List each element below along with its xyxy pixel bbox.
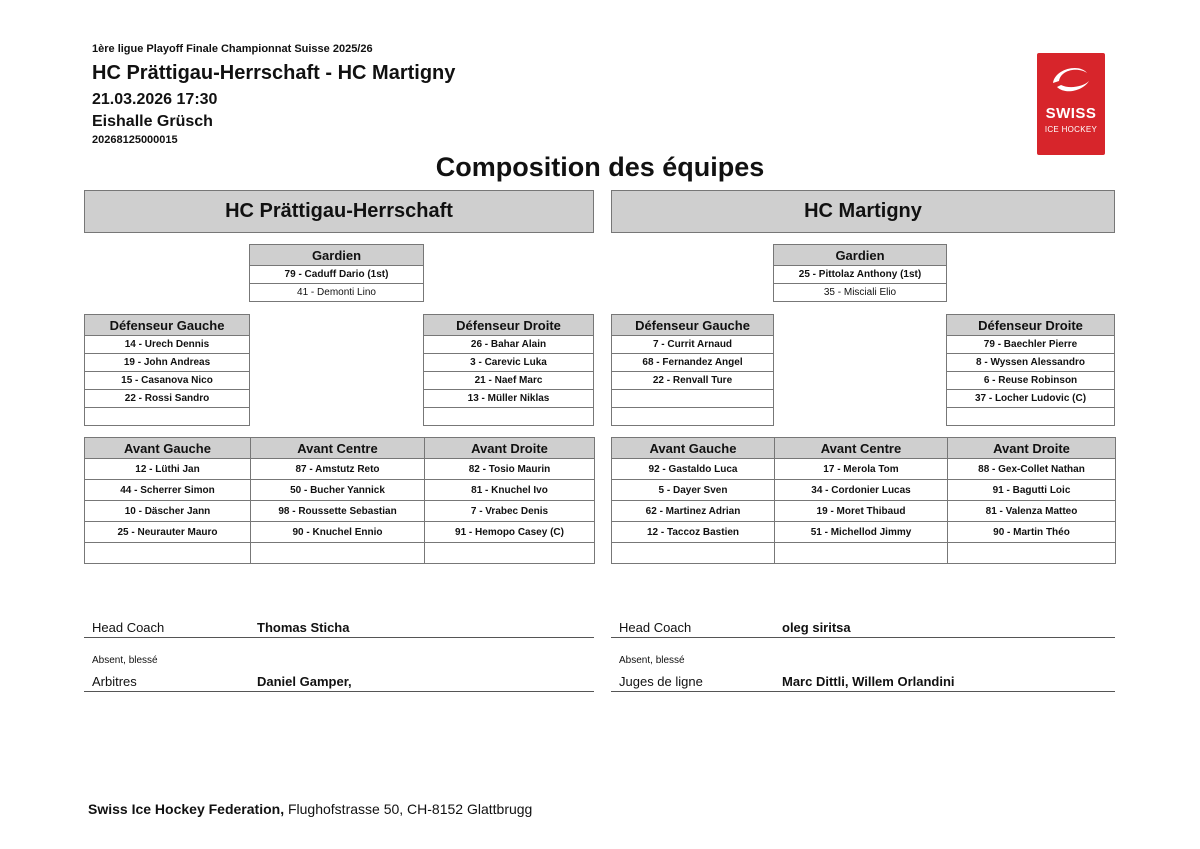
def-left-header: Défenseur Gauche: [612, 315, 774, 336]
player-cell: [85, 543, 251, 564]
away-head-coach-row: [611, 618, 1115, 638]
player-cell: 81 - Knuchel Ivo: [425, 480, 595, 501]
linesmen-names: Marc Dittli, Willem Orlandini: [782, 674, 955, 689]
away-absent-label: Absent, blessé: [619, 655, 685, 666]
fwd-center-header: Avant Centre: [775, 438, 948, 459]
home-head-coach-name: Thomas Sticha: [257, 620, 350, 635]
player-cell: 50 - Bucher Yannick: [251, 480, 425, 501]
player-cell: 92 - Gastaldo Luca: [612, 459, 775, 480]
player-cell: 22 - Rossi Sandro: [85, 390, 250, 408]
player-cell: [251, 543, 425, 564]
head-coach-label: Head Coach: [619, 620, 692, 635]
goalie-cell: 79 - Caduff Dario (1st): [250, 266, 424, 284]
away-forwards-table: [611, 437, 1116, 564]
footer-address-text: Flughofstrasse 50, CH-8152 Glattbrugg: [284, 801, 533, 817]
page-title: Composition des équipes: [435, 152, 765, 182]
player-cell: 51 - Michellod Jimmy: [775, 522, 948, 543]
def-right-header: Défenseur Droite: [947, 315, 1115, 336]
swiss-ice-hockey-logo: [1037, 53, 1105, 155]
player-cell: 12 - Taccoz Bastien: [612, 522, 775, 543]
player-cell: 26 - Bahar Alain: [424, 336, 594, 354]
player-cell: 25 - Neurauter Mauro: [85, 522, 251, 543]
away-linesmen-row: [611, 672, 1115, 692]
fwd-right-header: Avant Droite: [425, 438, 595, 459]
fwd-left-header: Avant Gauche: [85, 438, 251, 459]
away-def-right-table: [946, 314, 1115, 426]
player-cell: 12 - Lüthi Jan: [85, 459, 251, 480]
goalie-cell: 35 - Misciali Elio: [774, 284, 947, 302]
player-cell: [85, 408, 250, 426]
player-cell: 15 - Casanova Nico: [85, 372, 250, 390]
player-cell: 91 - Bagutti Loic: [948, 480, 1116, 501]
player-cell: [775, 543, 948, 564]
player-cell: [424, 408, 594, 426]
player-cell: 6 - Reuse Robinson: [947, 372, 1115, 390]
footer-org: Swiss Ice Hockey Federation,: [88, 801, 285, 817]
player-cell: 90 - Knuchel Ennio: [251, 522, 425, 543]
player-cell: [948, 543, 1116, 564]
player-cell: 91 - Hemopo Casey (C): [425, 522, 595, 543]
player-cell: [612, 390, 774, 408]
away-def-left-table: [611, 314, 774, 426]
footer-address: [88, 801, 532, 817]
home-forwards-table: [84, 437, 595, 564]
player-cell: 17 - Merola Tom: [775, 459, 948, 480]
referees-label: Arbitres: [92, 674, 137, 689]
player-cell: 19 - Moret Thibaud: [775, 501, 948, 522]
referees-names: Daniel Gamper,: [257, 674, 352, 689]
fwd-center-header: Avant Centre: [251, 438, 425, 459]
fwd-right-header: Avant Droite: [948, 438, 1116, 459]
linesmen-label: Juges de ligne: [619, 674, 703, 689]
head-coach-label: Head Coach: [92, 620, 165, 635]
player-cell: 82 - Tosio Maurin: [425, 459, 595, 480]
away-head-coach-name: oleg siritsa: [782, 620, 851, 635]
player-cell: 62 - Martinez Adrian: [612, 501, 775, 522]
player-cell: 98 - Roussette Sebastian: [251, 501, 425, 522]
player-cell: 81 - Valenza Matteo: [948, 501, 1116, 522]
league-title: 1ère ligue Playoff Finale Championnat Suisse 2025/26: [92, 43, 373, 55]
player-cell: 90 - Martin Théo: [948, 522, 1116, 543]
def-left-header: Défenseur Gauche: [85, 315, 250, 336]
player-cell: 14 - Urech Dennis: [85, 336, 250, 354]
home-head-coach-row: [84, 618, 594, 638]
away-team-header: HC Martigny: [611, 190, 1115, 233]
home-def-left-table: [84, 314, 250, 426]
goalie-cell: 41 - Demonti Lino: [250, 284, 424, 302]
puck-swoosh-icon: [1049, 61, 1093, 101]
player-cell: 22 - Renvall Ture: [612, 372, 774, 390]
logo-text-swiss: SWISS: [1045, 105, 1097, 122]
player-cell: 3 - Carevic Luka: [424, 354, 594, 372]
goalie-cell: 25 - Pittolaz Anthony (1st): [774, 266, 947, 284]
player-cell: 34 - Cordonier Lucas: [775, 480, 948, 501]
def-right-header: Défenseur Droite: [424, 315, 594, 336]
player-cell: [612, 408, 774, 426]
player-cell: 87 - Amstutz Reto: [251, 459, 425, 480]
player-cell: 8 - Wyssen Alessandro: [947, 354, 1115, 372]
player-cell: [612, 543, 775, 564]
game-id: 20268125000015: [92, 134, 178, 146]
player-cell: 88 - Gex-Collet Nathan: [948, 459, 1116, 480]
fwd-left-header: Avant Gauche: [612, 438, 775, 459]
home-goalies-table: [249, 244, 424, 302]
player-cell: 5 - Dayer Sven: [612, 480, 775, 501]
player-cell: [425, 543, 595, 564]
player-cell: 13 - Müller Niklas: [424, 390, 594, 408]
player-cell: 68 - Fernandez Angel: [612, 354, 774, 372]
player-cell: 7 - Vrabec Denis: [425, 501, 595, 522]
match-datetime: 21.03.2026 17:30: [92, 91, 218, 108]
player-cell: 44 - Scherrer Simon: [85, 480, 251, 501]
player-cell: 79 - Baechler Pierre: [947, 336, 1115, 354]
player-cell: [947, 408, 1115, 426]
player-cell: 19 - John Andreas: [85, 354, 250, 372]
home-team-header: HC Prättigau-Herrschaft: [84, 190, 594, 233]
home-referees-row: [84, 672, 594, 692]
match-venue: Eishalle Grüsch: [92, 113, 213, 130]
player-cell: 21 - Naef Marc: [424, 372, 594, 390]
player-cell: 7 - Currit Arnaud: [612, 336, 774, 354]
match-title: HC Prättigau-Herrschaft - HC Martigny: [92, 62, 456, 84]
player-cell: 10 - Däscher Jann: [85, 501, 251, 522]
away-goalies-table: [773, 244, 947, 302]
goalie-header: Gardien: [774, 245, 947, 266]
player-cell: 37 - Locher Ludovic (C): [947, 390, 1115, 408]
goalie-header: Gardien: [250, 245, 424, 266]
home-absent-label: Absent, blessé: [92, 655, 158, 666]
home-def-right-table: [423, 314, 594, 426]
logo-text-ice-hockey: ICE HOCKEY: [1044, 125, 1098, 134]
